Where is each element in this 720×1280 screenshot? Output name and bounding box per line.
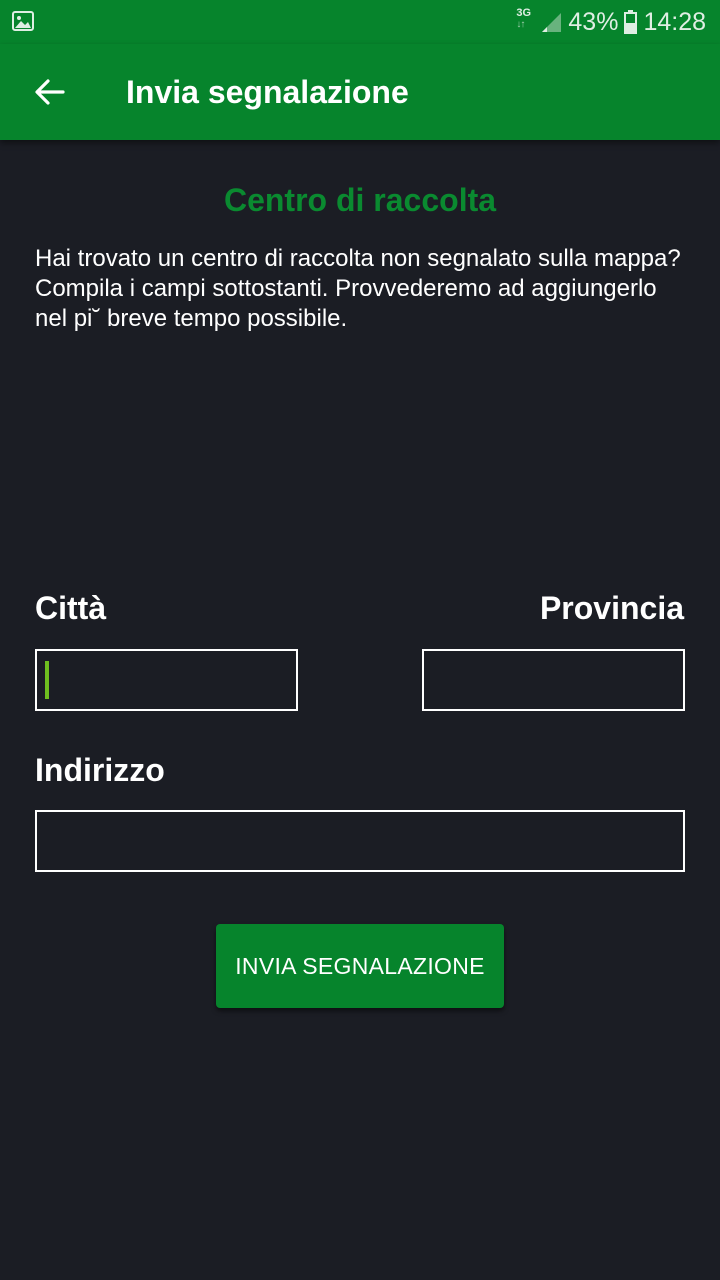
provincia-input[interactable] — [422, 649, 685, 711]
network-type-indicator — [516, 7, 534, 37]
network-type-label: 3G — [516, 7, 532, 19]
text-cursor — [45, 661, 49, 699]
provincia-label: Provincia — [539, 590, 684, 626]
status-bar — [0, 0, 720, 44]
signal-icon — [540, 11, 562, 33]
indirizzo-label: Indirizzo — [35, 752, 165, 788]
submit-report-button[interactable]: INVIA SEGNALAZIONE — [216, 924, 504, 1008]
clock: 14:28 — [643, 7, 706, 36]
indirizzo-input[interactable] — [35, 810, 685, 872]
app-bar — [0, 44, 720, 140]
back-button[interactable] — [26, 68, 74, 116]
description-text: Hai trovato un centro di raccolta non segnalato sulla mappa? Compila i campi sottostanti. Provvederemo ad aggiungerlo nel pi˘ breve tempo possibile. — [35, 245, 681, 332]
citta-input[interactable] — [35, 649, 298, 711]
section-title: Centro di raccolta — [223, 182, 497, 218]
citta-label: Città — [35, 590, 107, 626]
data-arrows-icon: ↓↑ — [516, 19, 525, 30]
battery-percent: 43% — [568, 7, 619, 36]
page-title: Invia segnalazione — [126, 74, 409, 110]
gallery-icon — [12, 11, 34, 31]
battery-icon — [624, 10, 637, 34]
arrow-left-icon — [35, 79, 65, 105]
